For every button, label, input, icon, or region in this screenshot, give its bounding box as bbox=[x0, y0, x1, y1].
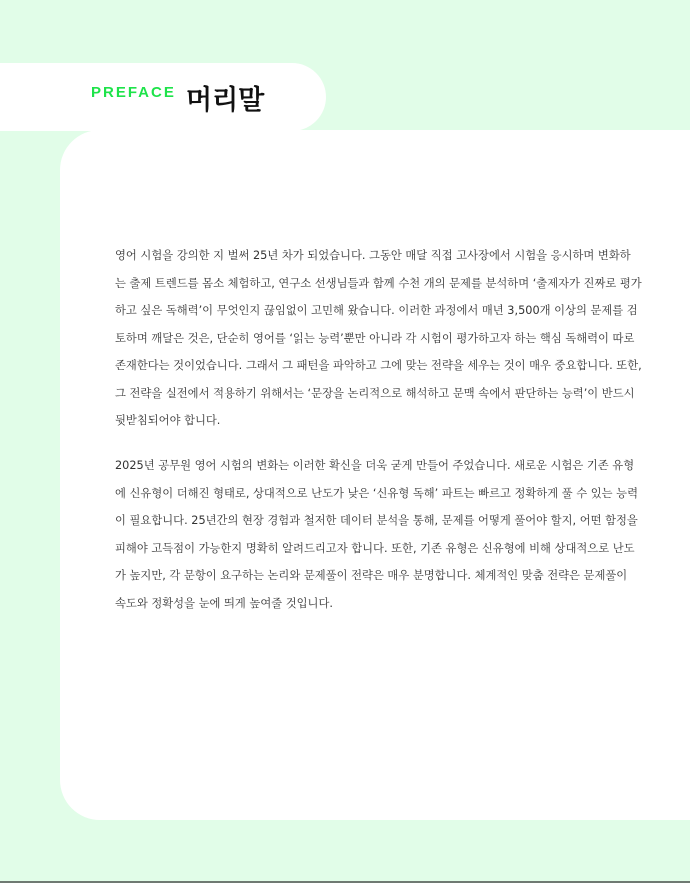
text-line: 그 전략을 실전에서 적용하기 위해서는 ‘문장을 논리적으로 해석하고 문맥 속에서 판단하는 능력’이 반드시 bbox=[115, 386, 635, 400]
preface-label: PREFACE bbox=[91, 84, 176, 101]
text-line: 이 필요합니다. 25년간의 현장 경험과 철저한 데이터 분석을 통해, 문제를 어떻게 풀어야 할지, 어떤 함정을 bbox=[115, 514, 638, 527]
paragraph-2 bbox=[115, 452, 638, 617]
text-line: 2025년 공무원 영어 시험의 변화는 이러한 확신을 더욱 굳게 만들어 주었습니다. 새로운 시험은 기존 유형 bbox=[115, 459, 635, 472]
text-line: 존재한다는 것이었습니다. 그래서 그 패턴을 파악하고 그에 맞는 전략을 세우는 것이 매우 중요합니다. 또한, bbox=[115, 359, 642, 372]
text-line: 뒷받침되어야 합니다. bbox=[115, 414, 221, 427]
paragraph-1 bbox=[115, 242, 642, 435]
text-line: 피해야 고득점이 가능한지 명확히 알려드리고자 합니다. 또한, 기존 유형은 신유형에 비해 상대적으로 난도 bbox=[115, 541, 635, 555]
text-line: 영어 시험을 강의한 지 벌써 25년 차가 되었습니다. 그동안 매달 직접 고사장에서 시험을 응시하며 변화하 bbox=[115, 249, 631, 262]
page-title: 머리말 bbox=[186, 85, 265, 116]
text-line: 에 신유형이 더해진 형태로, 상대적으로 난도가 낮은 ‘신유형 독해’ 파트는 빠르고 정확하게 풀 수 있는 능력 bbox=[115, 486, 638, 500]
text-line: 는 출제 트렌드를 몸소 체험하고, 연구소 선생님들과 함께 수천 개의 문제를 분석하며 ‘출제자가 진짜로 평가 bbox=[115, 276, 642, 290]
text-line: 속도와 정확성을 눈에 띄게 높여줄 것입니다. bbox=[115, 596, 333, 610]
text-line: 하고 싶은 독해력’이 무엇인지 끊임없이 고민해 왔습니다. 이러한 과정에서 매년 3,500개 이상의 문제를 검 bbox=[115, 304, 638, 317]
text-line: 토하며 깨달은 것은, 단순히 영어를 ‘읽는 능력’뿐만 아니라 각 시험이 평가하고자 하는 핵심 독해력이 따로 bbox=[115, 331, 635, 345]
text-line: 가 높지만, 각 문항이 요구하는 논리와 문제풀이 전략은 매우 분명합니다. 체계적인 맞춤 전략은 문제풀이 bbox=[115, 569, 628, 582]
